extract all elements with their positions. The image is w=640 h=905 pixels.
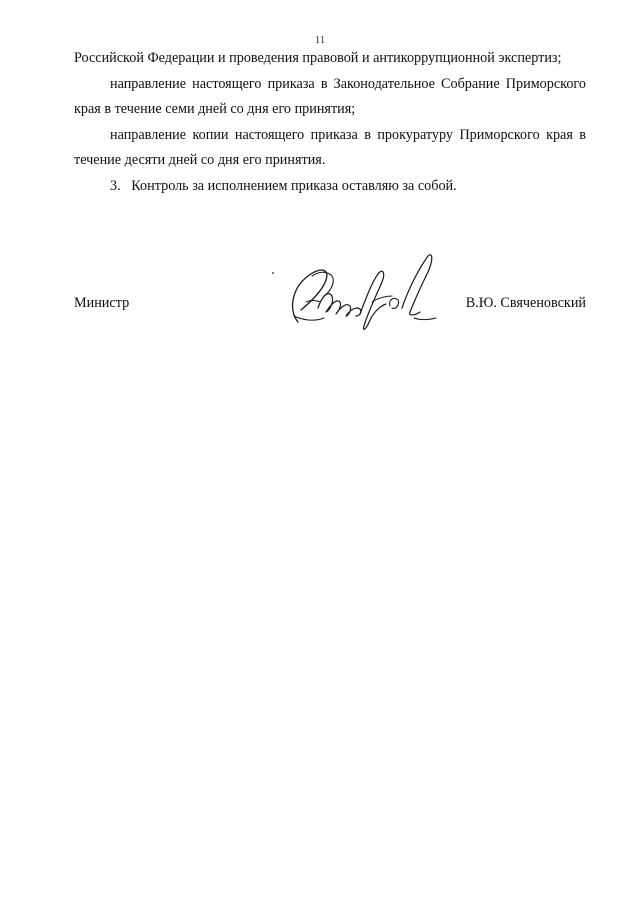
paragraph-continuation: Российской Федерации и проведения правовой и антикоррупционной экспертиз; [74,50,562,66]
document-body [74,46,586,199]
paragraph-control-clause: 3. Контроль за исполнением приказа оставляю за собой. [110,177,457,194]
handwritten-signature [268,246,458,336]
signer-name: В.Ю. Свяченовский [465,295,586,311]
page-number: 11 [314,34,326,46]
paragraph-legislative-assembly: направление настоящего приказа в Законодательное Собрание Приморского края в течение семи дней со дня его принятия; [74,75,586,117]
paragraph-prosecutor: направление копии настоящего приказа в прокуратуру Приморского края в течение десяти дней со дня его принятия. [74,126,586,168]
signer-position: Министр [74,295,130,311]
